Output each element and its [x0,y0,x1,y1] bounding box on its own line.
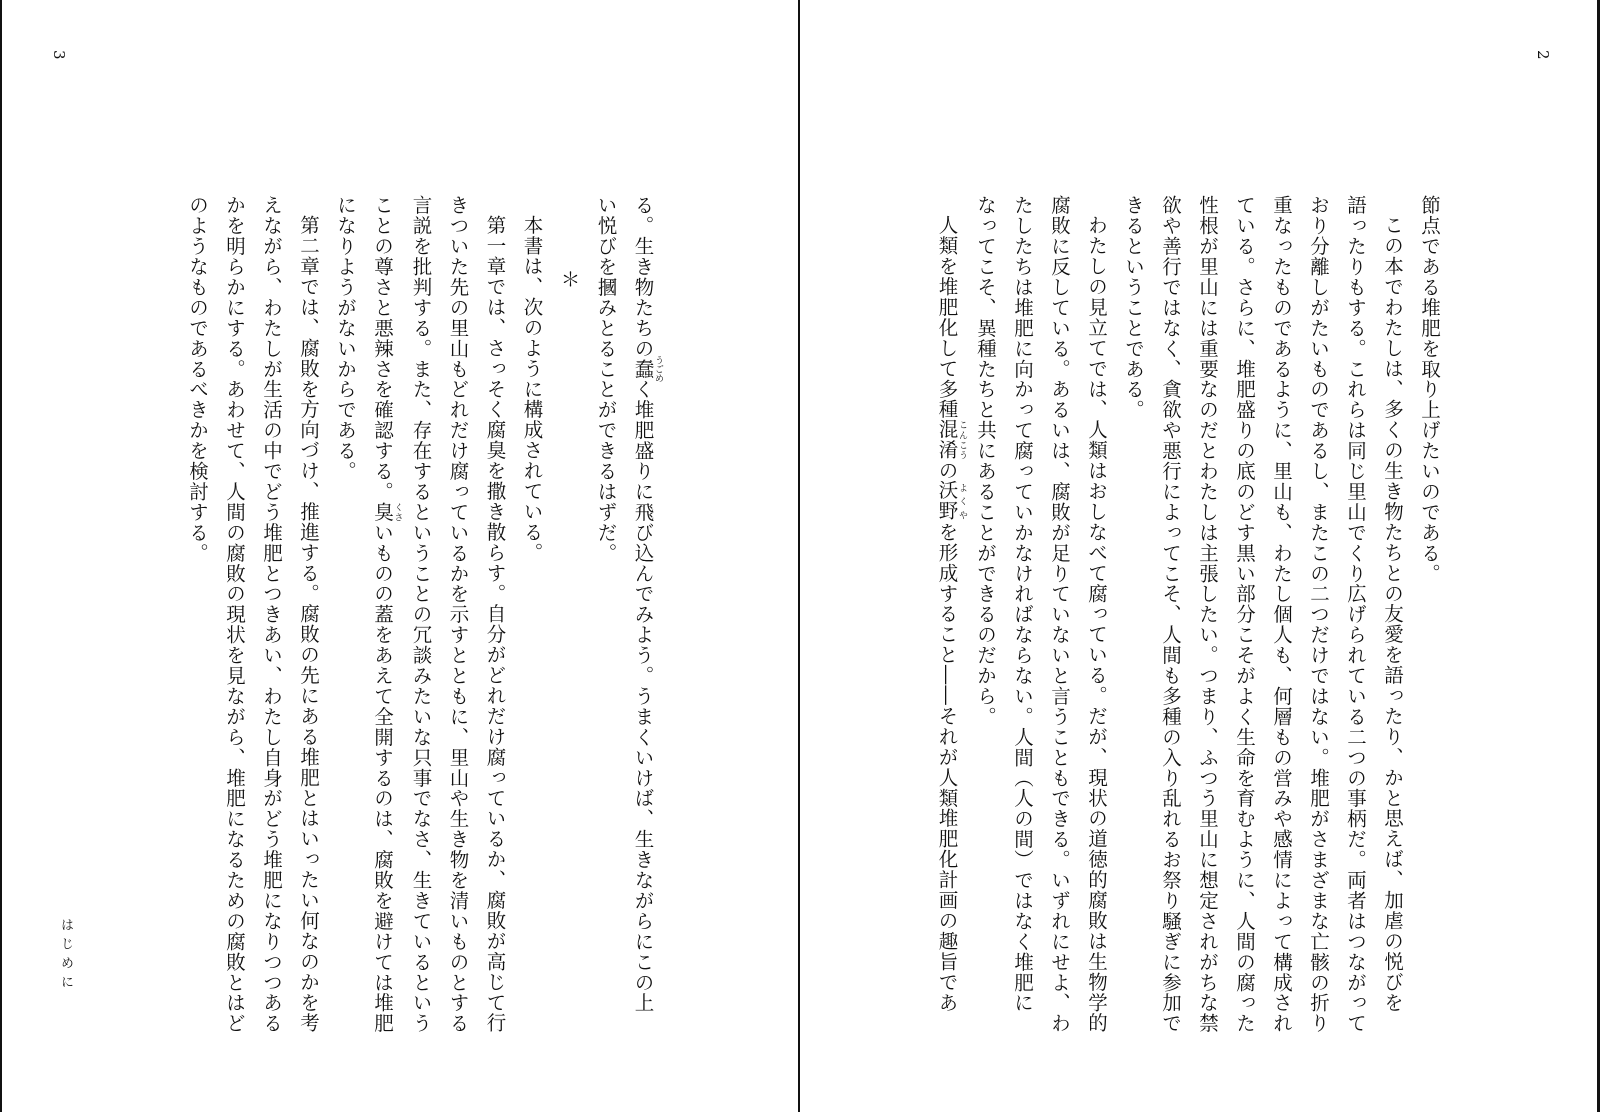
text-line [1411,195,1448,985]
line-text: く堆肥盛りに飛び込んでみよう。うまくいけば、生きながらにこの上 [631,379,655,1014]
line-text: 第一章では、さっそく腐臭を撒き散らす。自分がどれだけ腐っているか、腐敗が高じて行 [483,214,507,1033]
text-line [1374,195,1411,1013]
text-line [216,195,253,1034]
ruby-reading: うごめ [653,355,663,383]
line-text: 重なったものであるように、里山も、わたし個人も、何層もの営みや感情によって構成され [1270,195,1293,1034]
text-line [253,195,290,1034]
ruby-base: 混淆 [935,419,959,460]
ruby-base: 蠢 [631,355,655,383]
ruby-annotation [631,355,663,383]
line-text: かを明らかにする。あわせて、人間の腐敗の現状を見ながら、堆肥になるための腐敗とはど [223,195,246,1034]
page-gutter [798,0,800,1112]
text-line [514,195,551,985]
line-text: 人類を堆肥化して多種 [935,214,959,419]
line-text: おり分離しがたいものであるし、またこの二つだけではない。堆肥がさまざまな亡骸の折り [1307,195,1330,1034]
text-line [179,195,216,985]
text-line [1300,195,1337,1034]
page-number-right: 2 [1534,50,1552,60]
text-line [625,195,664,1014]
line-text: この本でわたしは、多くの生き物たちとの友愛を語ったり、かと思えば、加虐の悦びを [1381,214,1404,1013]
page-number-left: 3 [50,50,68,60]
text-line [440,195,477,1034]
text-line [1189,195,1226,1034]
text-line [327,195,364,985]
text-line [1004,195,1041,1013]
line-text: 腐敗に反している。あるいは、腐敗が足りていないと言うこともできる。いずれにせよ、わ [1048,195,1071,1034]
line-text: を形成すること――それが人類堆肥化計画の趣旨であ [935,521,959,1013]
ruby-reading: くさ [392,501,403,523]
text-line [1226,195,1263,1034]
line-text: 本書は、次のように構成されている。 [520,214,544,563]
line-text: る。生き物たちの [631,195,655,359]
text-line [1041,195,1078,1034]
line-text: わたしの見立てでは、人類はおしなべて腐っている。だが、現状の道徳的腐敗は生物学的 [1085,214,1108,1033]
ruby-reading: よくや [957,480,967,522]
right-page-body [929,195,1449,1034]
line-text: ている。さらに、堆肥盛りの底のどす黒い部分こそがよく生命を育むように、人間の腐った [1233,195,1256,1034]
line-text: きるということである。 [1122,195,1145,420]
running-head: はじめに [58,918,73,994]
line-text: 欲や善行ではなく、貪欲や悪行によってこそ、人間も多種の入り乱れるお祭り騒ぎに参加で [1159,195,1182,1034]
text-line [929,195,968,1013]
ruby-annotation [371,501,403,523]
text-line [551,195,588,985]
line-text: い悦びを摑みとることができるはずだ。 [594,195,618,564]
text-line [588,195,625,985]
ruby-reading: こんこう [957,419,967,460]
left-page-body [179,195,663,1034]
ruby-base: 臭 [371,501,394,523]
text-line [967,195,1004,985]
line-text: 節点である堆肥を取り上げたいのである。 [1418,195,1441,584]
line-text: 語ったりもする。これらは同じ里山でくり広げられている二つの事柄だ。両者はつながって [1344,195,1367,1034]
line-text: ことの尊さと悪辣さを確認する。 [371,195,394,502]
line-text: の [935,459,959,481]
text-line [290,195,327,1033]
line-text: 言説を批判する。また、存在するということの冗談みたいな只事でなさ、生きているという [409,195,433,1034]
text-line [1263,195,1300,1034]
line-text: のようなものであるべきかを検討する。 [186,195,209,564]
line-text: きついた先の里山もどれだけ腐っているかを示すとともに、里山や生き物を清いものとする [446,195,470,1034]
line-text: たしたちは堆肥に向かって腐っていかなければならない。人間（人の間）ではなく堆肥に [1011,195,1034,1013]
ruby-annotation [935,480,967,522]
text-line [477,195,514,1033]
text-line [1078,195,1115,1033]
text-line [403,195,440,1034]
line-text: 第二章では、腐敗を方向づけ、推進する。腐敗の先にある堆肥とはいったい何なのかを考 [297,214,320,1033]
line-text: なってこそ、異種たちと共にあることができるのだから。 [974,195,997,727]
line-text: ＊ [557,269,581,290]
ruby-annotation [935,419,967,460]
page-edge-left [0,0,2,1112]
line-text: いものの蓋をあえて全開するのは、腐敗を避けては堆肥 [371,522,394,1034]
ruby-base: 沃野 [935,480,959,522]
line-text: 性根が里山には重要なのだとわたしは主張したい。つまり、ふつう里山に想定されがちな禁 [1196,195,1219,1034]
line-text: えながら、わたしが生活の中でどう堆肥とつきあい、わたし自身がどう堆肥になりつつある [260,195,283,1034]
text-line [1152,195,1189,1034]
line-text: になりようがないからである。 [334,195,357,482]
text-line [1337,195,1374,1034]
text-line [364,195,403,1034]
text-line [1115,195,1152,985]
